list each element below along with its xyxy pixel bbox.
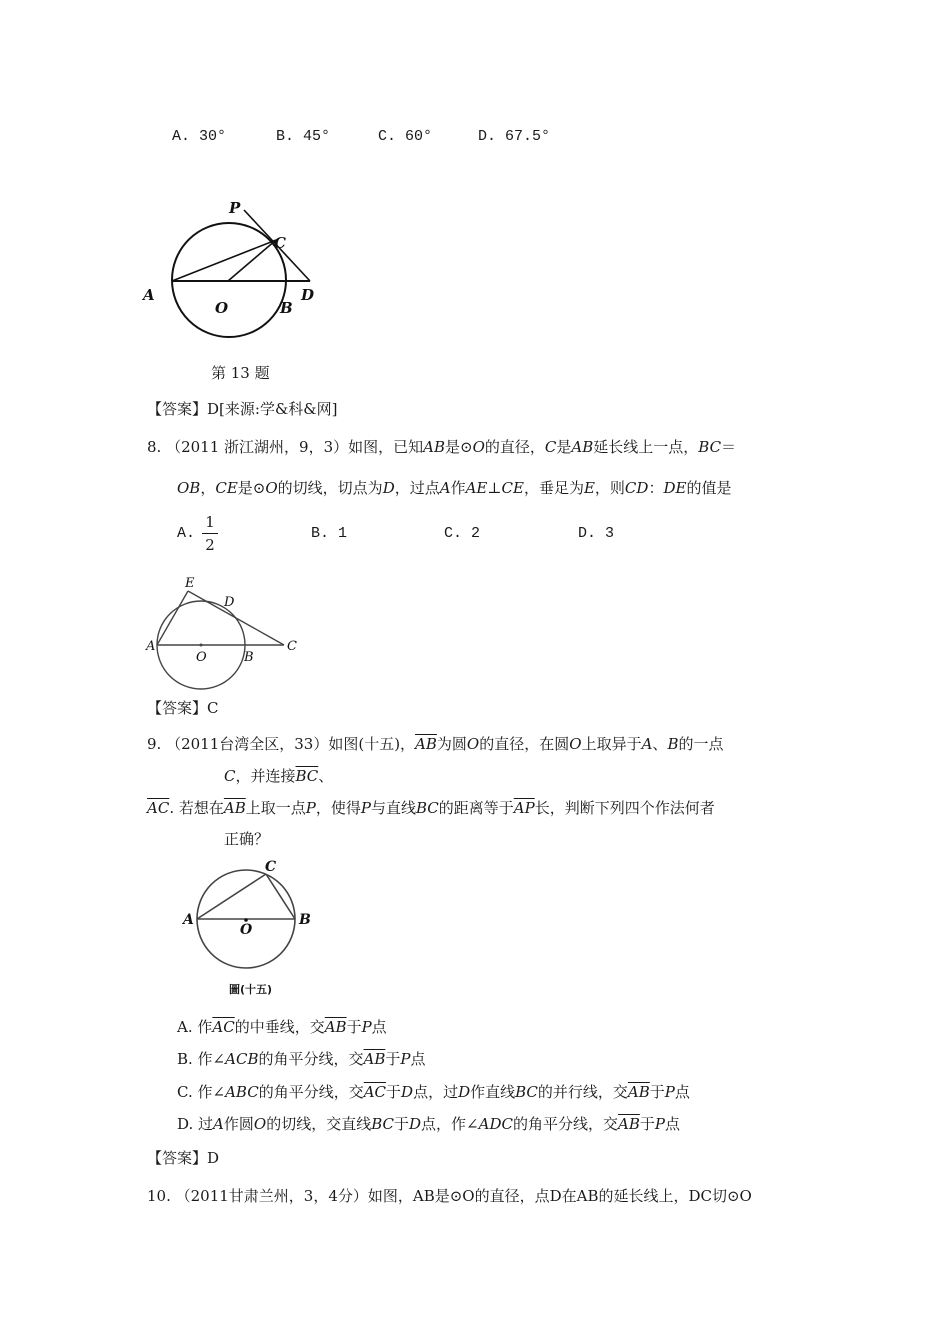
label-o: O xyxy=(215,299,229,317)
q8-option-c: C. 2 xyxy=(444,525,481,542)
label-c: C xyxy=(265,859,277,875)
option-b: B. 45° xyxy=(276,128,331,145)
q9-option-a: A. 作$\overline{AC}$的中垂线，交$\overline{AB}$于P点 xyxy=(177,1018,387,1036)
q9-line3: $\overline{AC}$. 若想在$\overline{AB}$上取一点P，使得P与直线BC的距离等于$\overline{AP}$长，判断下列四个作法何者 xyxy=(147,799,715,817)
q9-line4: 正确？ xyxy=(224,830,270,848)
label-d: D xyxy=(301,286,315,304)
q8-option-d: D. 3 xyxy=(578,525,615,542)
q9-line2: C，并连接$\overline{BC}$、 xyxy=(224,767,334,785)
q8-option-a-fraction: 1 2 xyxy=(202,512,218,555)
option-a: A. 30° xyxy=(172,128,227,145)
option-c: C. 60° xyxy=(378,128,433,145)
q9-option-d: D. 过A作圆O的切线，交直线BC于D点，作∠ADC的角平分线，交$\overline{AB}$于P点 xyxy=(177,1115,680,1133)
q8-option-a-label: A. xyxy=(177,525,196,542)
label-c: C xyxy=(274,234,286,252)
label-o: O xyxy=(196,650,207,665)
q9-line1: 9. （2011台湾全区，33）如图(十五)，$\overline{AB}$为圆O的直径，在圆O上取异于A、B的一点 xyxy=(147,735,724,753)
label-e: E xyxy=(185,576,195,591)
label-p: P xyxy=(229,199,241,217)
q8-option-b: B. 1 xyxy=(311,525,348,542)
answer-q8: 【答案】C xyxy=(147,699,219,717)
label-b: B xyxy=(244,650,254,665)
label-b: B xyxy=(280,299,293,317)
q8-line1: 8. （2011 浙江湖州，9，3）如图，已知AB是⊙O的直径，C是AB延长线上一点，BC＝ xyxy=(147,438,737,456)
figure-caption: 第 13 题 xyxy=(211,364,270,382)
label-a: A xyxy=(146,639,156,654)
label-o: O xyxy=(240,922,253,938)
label-b: B xyxy=(299,912,311,928)
figure-15-caption: 圖(十五) xyxy=(229,983,273,996)
q10-line1: 10. （2011甘肃兰州，3，4分）如图，AB是⊙O的直径，点D在AB的延长线上，DC切⊙O xyxy=(147,1187,752,1205)
q9-option-c: C. 作∠ABC的角平分线，交$\overline{AC}$于D点，过D作直线BC的并行线，交$\overline{AB}$于P点 xyxy=(177,1083,690,1101)
label-a: A xyxy=(143,286,155,304)
q9-option-b: B. 作∠ACB的角平分线，交$\overline{AB}$于P点 xyxy=(177,1050,426,1068)
label-a: A xyxy=(183,912,194,928)
answer-q7: 【答案】D[来源:学&科&网] xyxy=(147,400,338,418)
q8-line2: OB，CE是⊙O的切线，切点为D，过点A作AE⊥CE，垂足为E，则CD：DE的值是 xyxy=(177,479,732,497)
answer-q9: 【答案】D xyxy=(147,1149,220,1167)
label-d: D xyxy=(224,595,235,610)
label-c: C xyxy=(287,639,297,654)
option-d: D. 67.5° xyxy=(478,128,551,145)
